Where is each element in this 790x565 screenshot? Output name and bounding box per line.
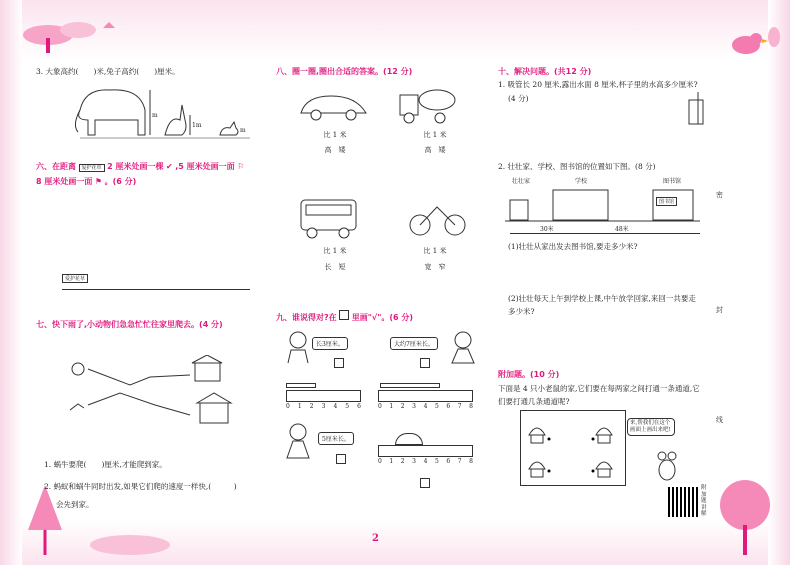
tricycle-answer-2[interactable]: 宽 窄 [424,263,446,271]
truck-answer-1: 比 1 米 [423,131,447,139]
ruler-2-labels [378,403,473,410]
question-8: 八、圈一圈,圈出合适的答案。(12 分) [276,67,413,76]
question-9-text: 里画"√"。(6 分) [351,313,414,322]
tick-label: 6 [446,458,451,465]
library-sign: 图书馆 [656,197,677,206]
question-6-text: 2 厘米处画一棵 [107,162,164,171]
distance-label: 48米 [615,226,629,233]
tick-label: 3 [321,403,326,410]
tick-label: 1 [389,458,394,465]
seal-line-char: 线 [716,416,723,424]
sign-label: 爱护花草 [62,274,88,283]
question-6-text: 。(6 分) [104,177,137,186]
answer-checkbox[interactable] [420,358,430,368]
tick-label: 4 [333,403,338,410]
question-6 [36,160,266,188]
tick-label: 4 [423,403,428,410]
mouse-speech-bubble: 来,帮我们在这个画面上画出来吧! [627,418,675,436]
problem-1: (4 分) [508,94,529,103]
tick-label: 2 [400,458,405,465]
tick-label: 0 [378,403,382,410]
ruler-2 [378,390,473,402]
library-label: 图书馆 [663,178,682,185]
home-label: 壮壮家 [512,178,531,185]
mouse-houses-box [520,410,626,486]
tricycle-image [405,195,470,240]
answer-checkbox[interactable] [334,358,344,368]
question-3: 3. 大象高约( )米,兔子高约( )厘米。 [36,67,180,76]
boy-icon [283,330,313,365]
question-7-2: 2. 蚂蚁和蜗牛同时出发,如果它们爬的速度一样快,( ) [44,482,237,491]
bus-answer-2[interactable]: 长 短 [324,263,346,271]
map-image [505,185,705,230]
problem-2-2: (2)壮壮每天上午到学校上课,中午放学回家,来回一共要走 [508,294,696,303]
tick-label: 5 [345,403,350,410]
question-7: 七、快下雨了,小动物们急急忙忙往家里爬去。(4 分) [36,320,223,329]
truck-image [395,80,465,125]
ruler-1-labels [286,403,361,410]
bus-image [296,195,361,240]
left-decoration [0,0,22,565]
extra-text: 下面是 4 只小老鼠的家,它们要在每两家之间打通一条通道,它 [498,384,700,393]
tick-label: 6 [357,403,361,410]
crawl-paths-image [60,355,250,430]
checkbox-icon [339,310,349,320]
truck-answer-2[interactable]: 高 矮 [424,146,446,154]
tick-label: 1 [297,403,302,410]
tick-label: 5 [434,403,439,410]
tick-label: 1 [389,403,394,410]
speech-bubble: 大约7厘米长。 [390,337,438,350]
cup-image [686,92,706,127]
question-9-text: 九、谁说得对?在 [276,313,337,322]
extra-question: 附加题。(10 分) [498,370,560,379]
ruler-1 [286,390,361,402]
tick-label: 6 [446,403,451,410]
girl-icon [283,422,313,462]
sign-label: 爱护花草 [79,164,105,172]
height-label: m [152,112,158,119]
tick-label: 2 [309,403,314,410]
school-label: 学校 [575,178,588,185]
tick-label: 4 [423,458,428,465]
tick-label: 3 [412,403,416,410]
protractor-image [395,433,423,445]
tick-label: 3 [412,458,416,465]
question-6-text: 六、在距离 [36,162,76,171]
elephant-rabbit-image [70,80,260,145]
speech-bubble: 长3厘米。 [312,337,348,350]
drawing-line [62,289,250,290]
pencil-image [380,383,440,388]
seal-line-char: 封 [716,306,723,314]
car-answer-2[interactable]: 高 矮 [324,146,346,154]
bus-answer-1: 比 1 米 [323,247,347,255]
tick-label: 5 [434,458,439,465]
ruler-3-labels [378,458,473,465]
problem-2-2: 多少米? [508,307,535,316]
tick-label: 8 [469,458,473,465]
height-label: m [240,127,246,134]
question-7-2: 会先到家。 [56,500,94,509]
speech-bubble: 5厘米长。 [318,432,354,445]
tree-decoration-icon [18,10,128,55]
question-9 [276,310,486,324]
problem-1: 1. 吸管长 20 厘米,露出水面 8 厘米,杯子里的水高多少厘米? [498,80,698,89]
seal-line-char: 密 [716,191,723,199]
distance-label: 30米 [540,226,554,233]
mouse-icon [650,448,680,483]
tick-label: 0 [286,403,290,410]
flag-icon: ⚑ [94,177,103,186]
question-6-text: 8 厘米处画一面 [36,177,93,186]
flag-icon: ⚐ [237,162,245,171]
answer-checkbox[interactable] [336,454,346,464]
mouse-houses-image [521,411,625,485]
tick-label: 8 [469,403,473,410]
eraser-image [286,383,316,388]
page-number: 2 [372,533,379,544]
bird-icon [726,15,786,65]
tick-label: 7 [457,403,462,410]
left-column [36,65,266,78]
tricycle-answer-1: 比 1 米 [423,247,447,255]
question-10: 十、解决问题。(共12 分) [498,67,592,76]
tick-label: 7 [457,458,462,465]
tick-label: 2 [400,403,405,410]
qr-label: 附加题讲解 [701,485,707,517]
qr-code-icon[interactable] [668,487,698,517]
tree-decoration-icon [710,470,780,560]
extra-text: 们要打通几条通道呢? [498,397,570,406]
tree-icon: ✔ [166,162,173,171]
problem-2: 2. 壮壮家、学校、图书馆的位置如下图。(8 分) [498,162,656,171]
tick-label: 0 [378,458,382,465]
question-7-1: 1. 蜗牛要爬( )厘米,才能爬到家。 [44,460,167,469]
ruler-3 [378,445,473,457]
answer-checkbox[interactable] [420,478,430,488]
girl-icon [448,330,478,365]
car-answer-1: 比 1 米 [323,131,347,139]
car-image [296,88,374,123]
height-label: 1m [192,122,202,129]
problem-2-1: (1)壮壮从家出发去图书馆,要走多少米? [508,242,638,251]
distance-line [510,233,700,234]
question-6-text: ,5 厘米处画一面 [175,162,235,171]
